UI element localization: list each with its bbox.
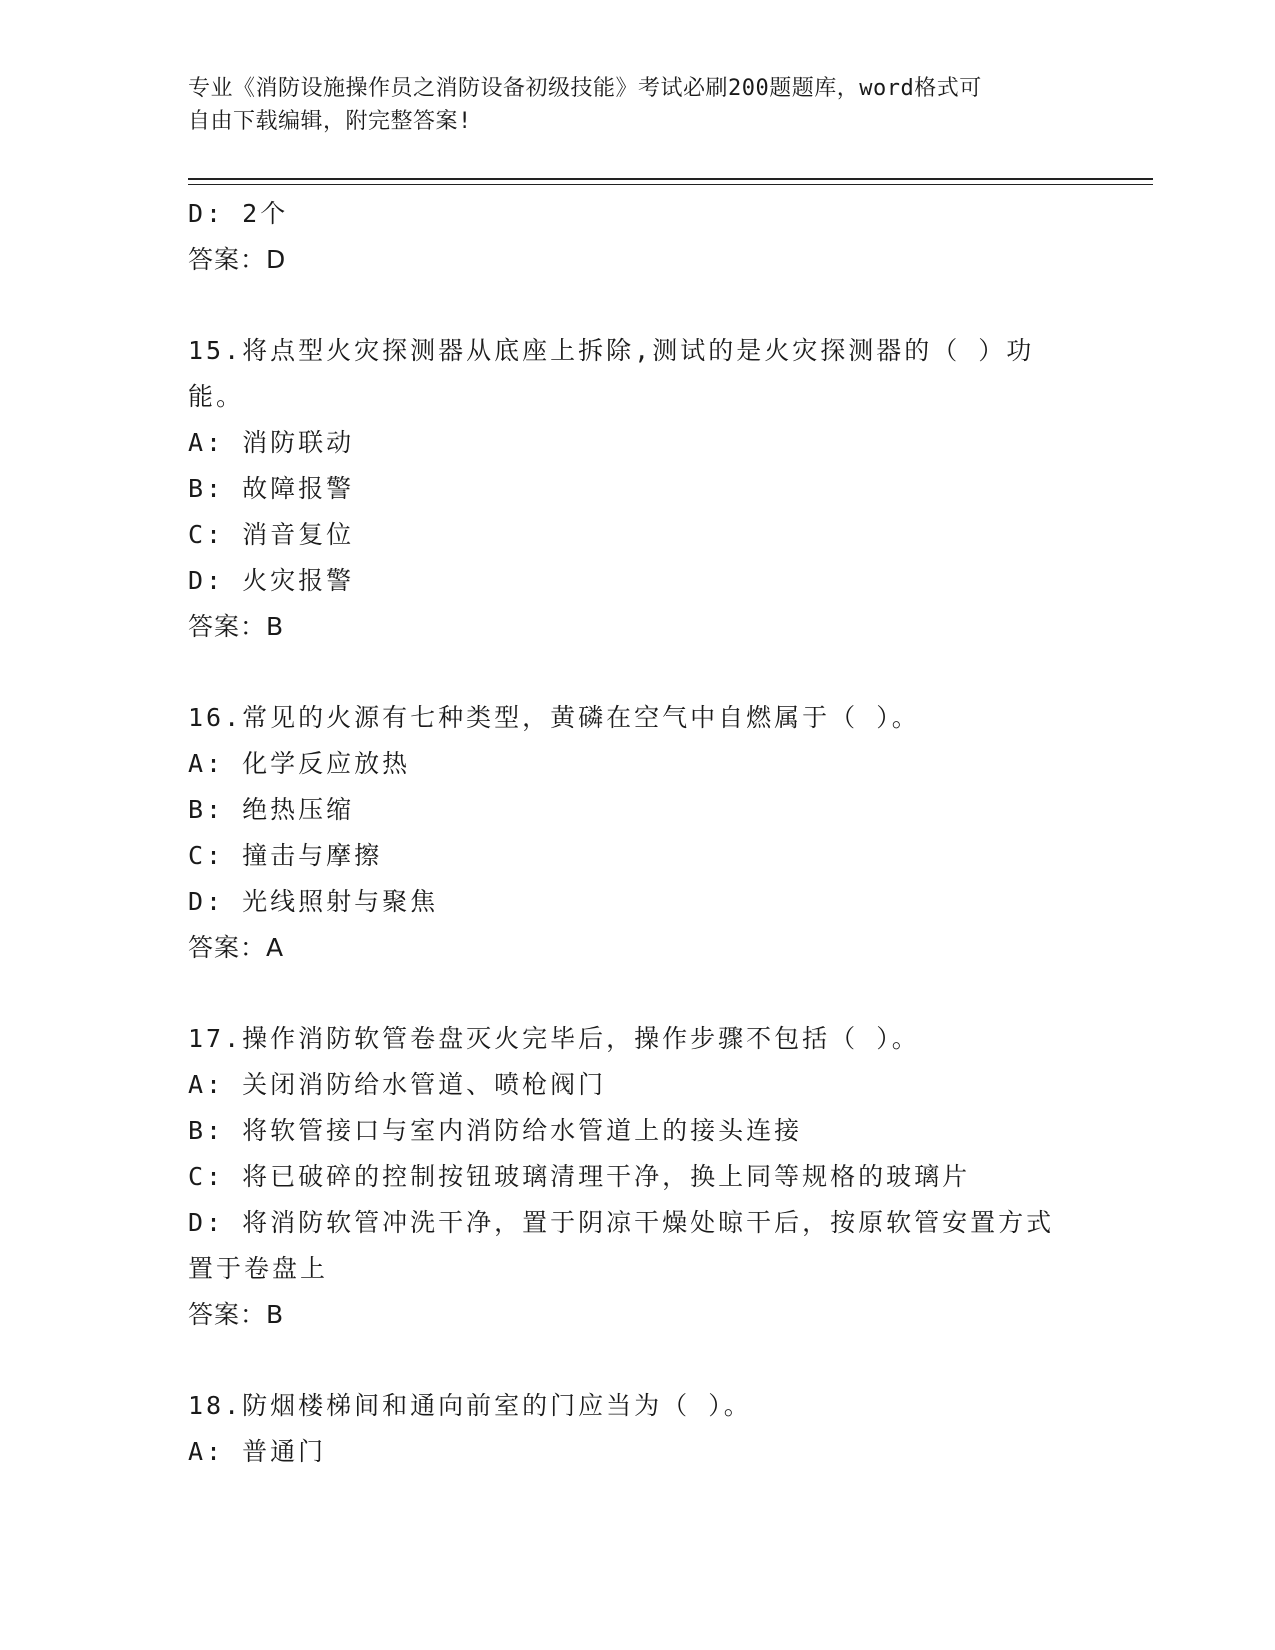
option-line: 置于卷盘上 [188, 1254, 329, 1283]
option-line: C: 将已破碎的控制按钮玻璃清理干净，换上同等规格的玻璃片 [188, 1162, 971, 1191]
option-line: D: 火灾报警 [188, 566, 355, 595]
header-line-2: 自由下载编辑，附完整答案! [188, 109, 472, 134]
option-line: A: 关闭消防给水管道、喷枪阀门 [188, 1070, 607, 1099]
answer-line: 答案：B [188, 1300, 285, 1329]
option-line: C: 消音复位 [188, 520, 355, 549]
spacer [188, 1338, 1088, 1383]
option-line: D: 将消防软管冲洗干净，置于阴凉干燥处晾干后，按原软管安置方式 [188, 1208, 1055, 1237]
question-list [188, 191, 1088, 1475]
option-line: D: 光线照射与聚焦 [188, 887, 439, 916]
option-line: A: 化学反应放热 [188, 749, 411, 778]
question-text: 17.操作消防软管卷盘灭火完毕后，操作步骤不包括（ ）。 [188, 1024, 920, 1053]
answer-line: 答案：B [188, 612, 285, 641]
spacer [188, 283, 1088, 328]
option-line: B: 将软管接口与室内消防给水管道上的接头连接 [188, 1116, 803, 1145]
header-divider-thick [188, 178, 1153, 180]
header-line-1: 专业《消防设施操作员之消防设备初级技能》考试必刷200题题库，word格式可 [188, 76, 982, 101]
answer-line: 答案：D [188, 245, 287, 274]
option-line: A: 普通门 [188, 1437, 327, 1466]
option-line: B: 绝热压缩 [188, 795, 355, 824]
option-line: B: 故障报警 [188, 474, 355, 503]
question-text: 15.将点型火灾探测器从底座上拆除,测试的是火灾探测器的（ ）功 [188, 336, 1035, 365]
answer-line: 答案：A [188, 933, 285, 962]
header-divider-thin [188, 184, 1153, 185]
option-line: C: 撞击与摩擦 [188, 841, 383, 870]
question-text: 能。 [188, 382, 245, 411]
question-text: 16.常见的火源有七种类型，黄磷在空气中自燃属于（ ）。 [188, 703, 920, 732]
option-line: A: 消防联动 [188, 428, 355, 457]
option-line: D: 2个 [188, 199, 289, 228]
spacer [188, 650, 1088, 695]
document-header [188, 72, 1088, 138]
question-text: 18.防烟楼梯间和通向前室的门应当为（ ）。 [188, 1391, 752, 1420]
spacer [188, 971, 1088, 1016]
